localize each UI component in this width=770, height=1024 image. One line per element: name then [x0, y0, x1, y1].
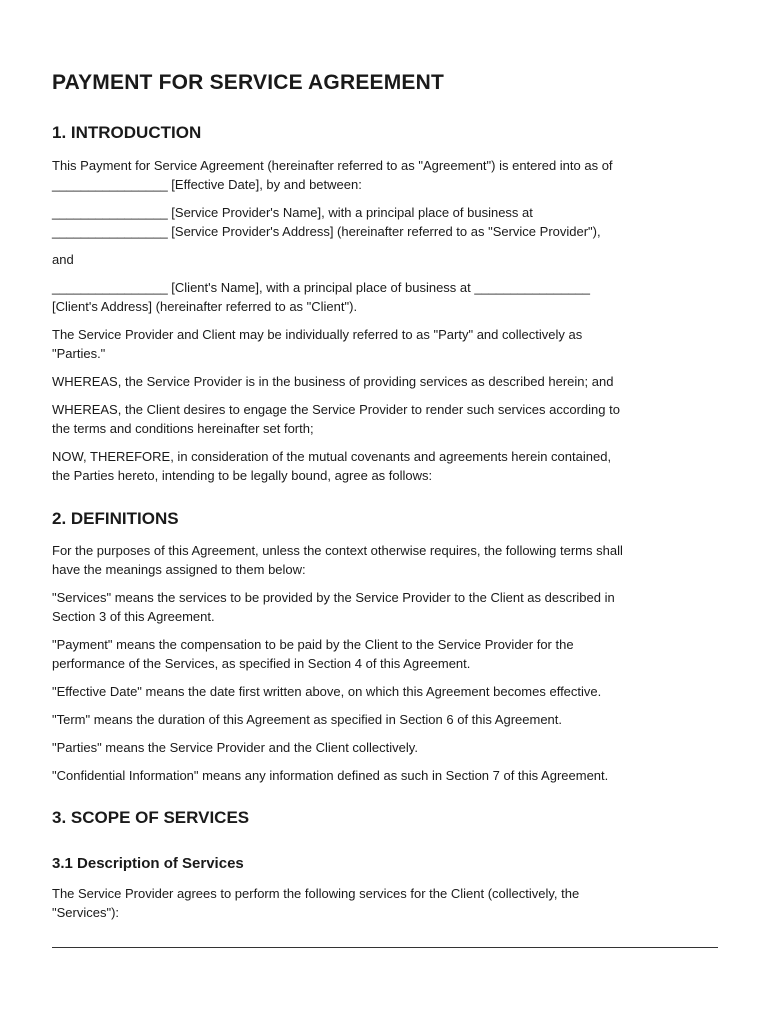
text-line: have the meanings assigned to them below:: [52, 561, 306, 577]
text-line: the terms and conditions hereinafter set forth;: [52, 420, 314, 436]
definitions-paragraph-7: [52, 767, 717, 786]
section-heading-introduction: 1. INTRODUCTION: [52, 123, 202, 142]
text-line: ________________ [Service Provider's Name], with a principal place of business at: [52, 205, 533, 220]
intro-paragraph-2: [52, 204, 717, 241]
text-line: For the purposes of this Agreement, unless the context otherwise requires, the following terms shall: [52, 543, 623, 558]
definitions-paragraph-5: [52, 711, 717, 730]
text-line: "Services"):: [52, 904, 120, 920]
definitions-paragraph-4: [52, 683, 717, 702]
text-line: the Parties hereto, intending to be legally bound, agree as follows:: [52, 467, 433, 483]
intro-paragraph-4: [52, 279, 717, 316]
text-line: WHEREAS, the Service Provider is in the business of providing services as described herein; and: [52, 374, 614, 389]
intro-paragraph-7: [52, 401, 717, 438]
text-line: "Parties" means the Service Provider and the Client collectively.: [52, 740, 418, 755]
section-heading-scope: 3. SCOPE OF SERVICES: [52, 808, 250, 827]
text-line: Section 3 of this Agreement.: [52, 608, 215, 624]
text-line: "Effective Date" means the date first written above, on which this Agreement becomes effective.: [52, 684, 602, 699]
text-line: "Payment" means the compensation to be paid by the Client to the Service Provider for the: [52, 637, 574, 652]
text-line: ________________ [Service Provider's Address] (hereinafter referred to as "Service Provider"),: [52, 223, 601, 239]
intro-paragraph-3: and: [52, 252, 74, 267]
text-line: "Confidential Information" means any information defined as such in Section 7 of this Agreement.: [52, 768, 609, 783]
text-line: "Parties.": [52, 345, 106, 361]
text-line: [Client's Address] (hereinafter referred to as "Client").: [52, 298, 358, 314]
definitions-paragraph-3: [52, 636, 717, 673]
intro-paragraph-6: [52, 373, 717, 392]
intro-paragraph-8: [52, 448, 717, 485]
text-line: ________________ [Effective Date], by and between:: [52, 176, 362, 192]
text-line: WHEREAS, the Client desires to engage the Service Provider to render such services according to: [52, 402, 620, 417]
text-line: The Service Provider and Client may be individually referred to as "Party" and collectively as: [52, 327, 583, 342]
blank-fill-line: [52, 947, 718, 948]
definitions-paragraph-1: [52, 542, 717, 579]
text-line: "Term" means the duration of this Agreement as specified in Section 6 of this Agreement.: [52, 712, 563, 727]
definitions-paragraph-2: [52, 589, 717, 626]
text-line: NOW, THEREFORE, in consideration of the mutual covenants and agreements herein contained,: [52, 449, 612, 464]
section-heading-definitions: 2. DEFINITIONS: [52, 509, 179, 528]
definitions-paragraph-6: [52, 739, 717, 758]
subsection-heading-description: 3.1 Description of Services: [52, 855, 244, 872]
text-line: This Payment for Service Agreement (hereinafter referred to as "Agreement") is entered into as of: [52, 158, 613, 173]
intro-paragraph-1: [52, 157, 717, 194]
document-title: PAYMENT FOR SERVICE AGREEMENT: [52, 71, 445, 94]
text-line: performance of the Services, as specified in Section 4 of this Agreement.: [52, 655, 471, 671]
text-line: ________________ [Client's Name], with a principal place of business at ________________: [52, 280, 591, 295]
text-line: "Services" means the services to be provided by the Service Provider to the Client as described in: [52, 590, 615, 605]
scope-paragraph-1: [52, 885, 717, 922]
text-line: The Service Provider agrees to perform the following services for the Client (collectively, the: [52, 886, 580, 901]
intro-paragraph-5: [52, 326, 717, 363]
